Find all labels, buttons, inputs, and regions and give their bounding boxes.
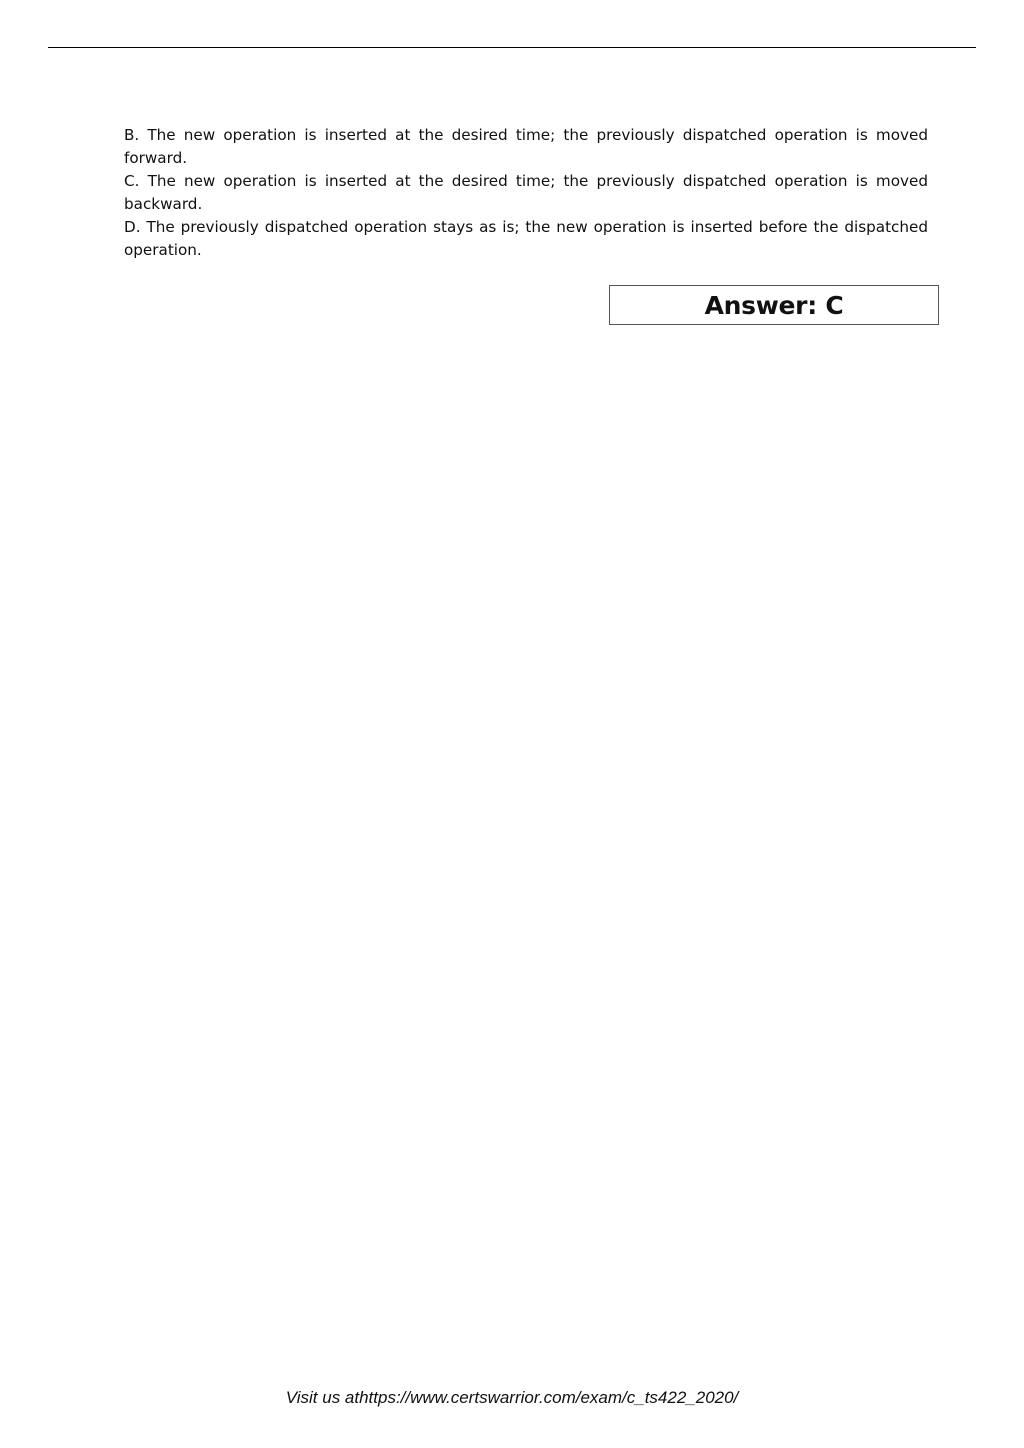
option-d: D. The previously dispatched operation stays as is; the new operation is inserted before the dispatched operation.: [124, 218, 928, 259]
header-divider: [48, 47, 976, 48]
footer-link[interactable]: Visit us athttps://www.certswarrior.com/exam/c_ts422_2020/: [285, 1388, 739, 1407]
answer-box: [609, 285, 939, 325]
option-b: B. The new operation is inserted at the desired time; the previously dispatched operation is moved forward.: [124, 126, 928, 167]
answer-text: Answer: C: [704, 290, 844, 320]
answer-options: [124, 124, 928, 262]
option-c: C. The new operation is inserted at the desired time; the previously dispatched operation is moved backward.: [124, 172, 928, 213]
